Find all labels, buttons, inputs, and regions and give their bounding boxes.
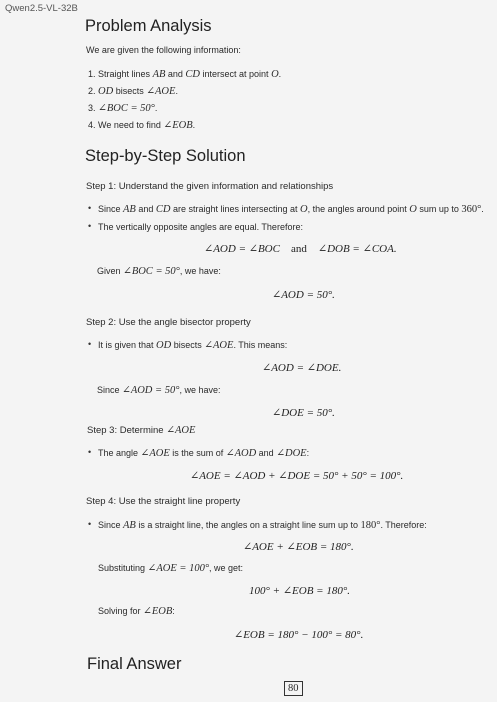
step2-equation-bisector: ∠AOD = ∠DOE. [262,362,342,374]
bullet-icon: • [88,221,92,231]
step2-equation-result: ∠DOE = 50°. [272,407,335,419]
step1-equation-result: ∠AOD = 50°. [272,289,335,301]
step4-equation-straight-line: ∠AOE + ∠EOB = 180°. [243,541,354,553]
step2-bullet-1: It is given that OD bisects ∠AOE. This means: [98,340,288,351]
step1-title: Step 1: Understand the given information and relationships [86,181,334,192]
step4-equation-substituted: 100° + ∠EOB = 180°. [249,585,350,597]
problem-analysis-heading: Problem Analysis [85,17,212,35]
step1-equation-vertical-angles: ∠AOD = ∠BOC and ∠DOB = ∠COA. [204,243,397,255]
step4-bullet-1: Since AB is a straight line, the angles on a straight line sum up to 180°. Therefore: [98,520,427,531]
given-intro: We are given the following information: [86,45,241,55]
step1-bullet-1: Since AB and CD are straight lines intersecting at O, the angles around point O sum up to 360°. [98,204,484,215]
step2-title: Step 2: Use the angle bisector property [86,317,251,328]
step4-equation-result: ∠EOB = 180° − 100° = 80°. [234,629,364,641]
bullet-icon: • [88,339,92,349]
step3-bullet-1: The angle ∠AOE is the sum of ∠AOD and ∠DOE: [98,448,310,459]
model-tag: Qwen2.5-VL-32B [5,3,78,14]
solution-heading: Step-by-Step Solution [85,147,246,165]
step1-given-line: Given ∠BOC = 50°, we have: [97,266,221,277]
step1-bullet-2: The vertically opposite angles are equal. Therefore: [98,222,303,232]
step3-equation-sum: ∠AOE = ∠AOD + ∠DOE = 50° + 50° = 100°. [190,470,404,482]
given-item-3: 3. ∠BOC = 50°. [88,103,158,114]
step3-title: Step 3: Determine ∠AOE [87,425,196,436]
bullet-icon: • [88,519,92,529]
given-item-4: 4. We need to find ∠EOB. [88,120,196,131]
bullet-icon: • [88,203,92,213]
step4-solving-line: Solving for ∠EOB: [98,606,175,617]
given-item-1: 1. Straight lines AB and CD intersect at point O. [88,69,282,80]
final-answer-box: 80 [284,681,303,696]
final-answer-heading: Final Answer [87,655,182,673]
step2-since-line: Since ∠AOD = 50°, we have: [97,385,221,396]
step4-substituting-line: Substituting ∠AOE = 100°, we get: [98,563,244,574]
given-item-2: 2. OD bisects ∠AOE. [88,86,178,97]
step4-title: Step 4: Use the straight line property [86,496,241,507]
bullet-icon: • [88,447,92,457]
